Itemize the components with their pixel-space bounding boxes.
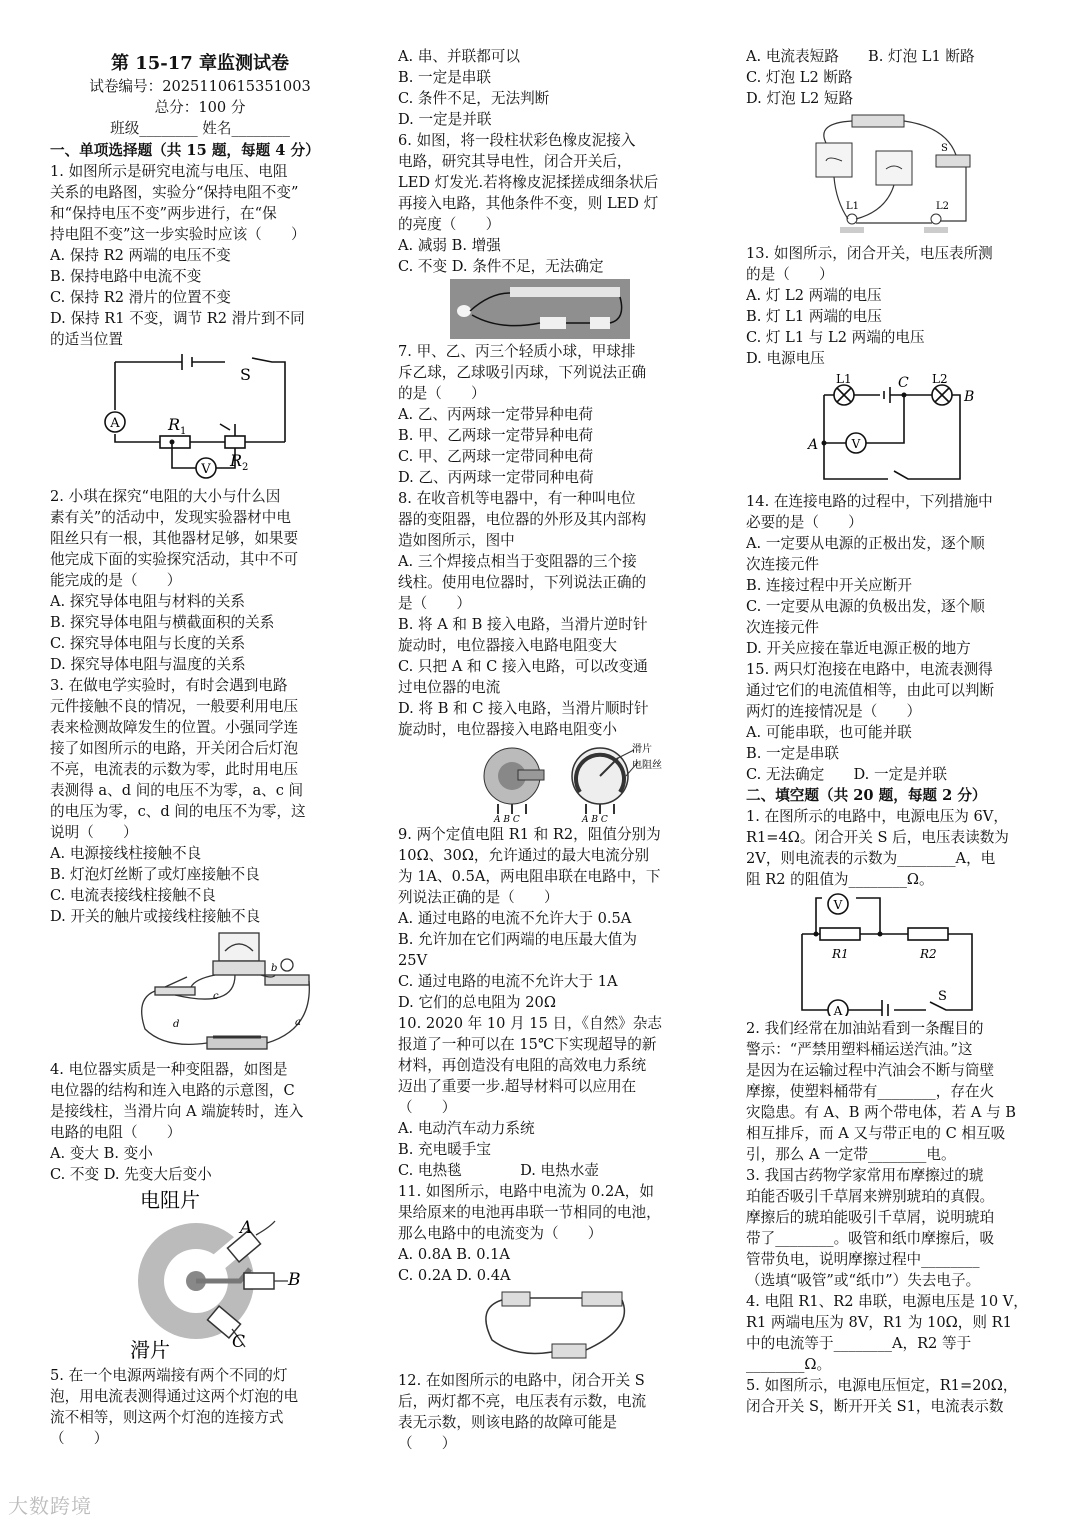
question-line: 12. 在如图所示的电路中，闭合开关 S bbox=[398, 1372, 645, 1389]
question-line: 9. 两个定值电阻 R1 和 R2，阻值分别为 bbox=[398, 826, 661, 843]
question-line: 次连接元件 bbox=[746, 556, 819, 573]
question-line: 次连接元件 bbox=[746, 619, 819, 636]
question-line: C. 0.2A D. 0.4A bbox=[398, 1267, 511, 1284]
svg-text:S: S bbox=[938, 989, 947, 1004]
question-line: A. 三个焊接点相当于变阻器的三个接 bbox=[398, 553, 637, 570]
q6-playdough-circuit-photo bbox=[450, 279, 630, 339]
question-line: 关系的电路图，实验分“保持电阻不变” bbox=[50, 184, 299, 201]
question-line: 2. 小琪在探究“电阻的大小与什么因 bbox=[50, 488, 281, 505]
question-line: 是因为在运输过程中汽油会不断与筒壁 bbox=[746, 1062, 995, 1079]
question-line: 8. 在收音机等电器中，有一种叫电位 bbox=[398, 490, 636, 507]
question-line: 灾隐患。有 A、B 两个带电体，若 A 与 B bbox=[746, 1104, 1017, 1121]
question-line: 1. 在图所示的电路中，电源电压为 6V， bbox=[746, 808, 1008, 825]
svg-text:V: V bbox=[851, 437, 861, 451]
question-line: 14. 在连接电路的过程中，下列措施中 bbox=[746, 493, 993, 510]
question-line: 线柱。使用电位器时，下列说法正确的 bbox=[398, 574, 647, 591]
svg-text:V: V bbox=[833, 898, 843, 912]
question-line: 引，那么 A 一定带________电。 bbox=[746, 1146, 956, 1163]
question-line: C. 灯泡 L2 断路 bbox=[746, 69, 853, 86]
question-line: A. 电动汽车动力系统 bbox=[398, 1120, 535, 1137]
question-line: 警示：“严禁用塑料桶运送汽油。”这 bbox=[746, 1041, 973, 1058]
question-line: 必要的是（ ） bbox=[746, 514, 863, 531]
svg-text:滑片: 滑片 bbox=[130, 1340, 170, 1362]
question-line: 的是（ ） bbox=[746, 266, 834, 283]
question-line: B. 连接过程中开关应断开 bbox=[746, 577, 912, 594]
question-line: 素有关”的活动中，发现实验器材中电 bbox=[50, 509, 291, 526]
question-line: A. 通过电路的电流不允许大于 0.5A bbox=[398, 910, 632, 927]
question-line: 的是（ ） bbox=[398, 385, 486, 402]
question-line: C. 电流表接线柱接触不良 bbox=[50, 887, 216, 904]
question-line: 表测得 a、d 间的电压不为零，a、c 间 bbox=[50, 782, 304, 799]
question-line: A. 电源接线柱接触不良 bbox=[50, 845, 202, 862]
question-line: 说明（ ） bbox=[50, 824, 138, 841]
question-line: C. 灯 L1 与 L2 两端的电压 bbox=[746, 329, 925, 346]
question-line: 4. 电位器实质是一种变阻器，如图是 bbox=[50, 1061, 288, 1078]
question-line: 能完成的是（ ） bbox=[50, 572, 182, 589]
question-line: 为 1A、0.5A，两电阻串联在电路中，下 bbox=[398, 868, 661, 885]
question-line: 10. 2020 年 10 月 15 日，《自然》杂志 bbox=[398, 1015, 662, 1032]
question-line: B. 充电暖手宝 bbox=[398, 1141, 491, 1158]
question-line: A. 探究导体电阻与材料的关系 bbox=[50, 593, 245, 610]
question-line: C. 甲、乙两球一定带同种电荷 bbox=[398, 448, 594, 465]
svg-text:A: A bbox=[833, 1004, 843, 1016]
question-line: 阻丝只有一根，其他器材足够，如果要 bbox=[50, 530, 299, 547]
question-line: D. 乙、丙两球一定带同种电荷 bbox=[398, 469, 594, 486]
question-line: 旋动时，电位器接入电路电阻变小 bbox=[398, 721, 617, 738]
question-line: D. 开关应接在靠近电源正极的地方 bbox=[746, 640, 971, 657]
question-line: 过电位器的电流 bbox=[398, 679, 501, 696]
column-2 bbox=[398, 46, 692, 1454]
svg-text:电阻丝: 电阻丝 bbox=[632, 760, 662, 771]
question-line: 5. 如图所示，电源电压恒定，R1=20Ω， bbox=[746, 1377, 1018, 1394]
question-line: 的适当位置 bbox=[50, 331, 123, 348]
question-line: 两灯的连接情况是（ ） bbox=[746, 703, 922, 720]
question-line: B. 探究导体电阻与横截面积的关系 bbox=[50, 614, 275, 631]
q4-potentiometer-diagram bbox=[110, 1187, 310, 1363]
question-line: B. 将 A 和 B 接入电路，当滑片逆时针 bbox=[398, 616, 648, 633]
question-line: A. 串、并联都可以 bbox=[398, 48, 520, 65]
svg-text:滑片: 滑片 bbox=[632, 744, 652, 755]
question-line: A. 可能串联，也可能并联 bbox=[746, 724, 912, 741]
question-line: 接了如图所示的电路，开关闭合后灯泡 bbox=[50, 740, 299, 757]
question-line: 不亮，电流表的示数为零，此时用电压 bbox=[50, 761, 299, 778]
question-line: ________Ω。 bbox=[746, 1356, 832, 1373]
question-line: 珀能否吸引千草屑来辨别琥珀的真假。 bbox=[746, 1188, 995, 1205]
question-line: 列说法正确的是（ ） bbox=[398, 889, 559, 906]
watermark-logo: 大数跨境 bbox=[8, 1494, 92, 1518]
question-line: D. 一定是并联 bbox=[398, 111, 492, 128]
question-line: 的亮度（ ） bbox=[398, 216, 501, 233]
svg-text:L1: L1 bbox=[836, 372, 852, 386]
question-line: 4. 电阻 R1、R2 串联，电源电压是 10 V， bbox=[746, 1293, 1028, 1310]
question-line: 中的电流等于________A，R2 等于 bbox=[746, 1335, 972, 1352]
question-line: C. 保持 R2 滑片的位置不变 bbox=[50, 289, 231, 306]
question-line: 6. 如图，将一段柱状彩色橡皮泥接入 bbox=[398, 132, 636, 149]
question-line: 11. 如图所示，电路中电流为 0.2A，如 bbox=[398, 1183, 654, 1200]
question-line: B. 一定是串联 bbox=[746, 745, 839, 762]
question-line: 后，两灯都不亮，电压表有示数，电流 bbox=[398, 1393, 647, 1410]
page-header bbox=[50, 52, 350, 139]
question-line: D. 开关的触片或接线柱接触不良 bbox=[50, 908, 261, 925]
question-line: 阻 R2 的阻值为________Ω。 bbox=[746, 871, 934, 888]
question-line: C. 只把 A 和 C 接入电路，可以改变通 bbox=[398, 658, 648, 675]
svg-text:S: S bbox=[941, 143, 948, 154]
question-line: 流不相等，则这两个灯泡的连接方式 bbox=[50, 1409, 284, 1426]
question-line: D. 它们的总电阻为 20Ω bbox=[398, 994, 556, 1011]
question-line: B. 灯泡灯丝断了或灯座接触不良 bbox=[50, 866, 260, 883]
q1-circuit-diagram bbox=[100, 352, 300, 484]
question-line: 材料，再创造没有电阻的高效电力系统 bbox=[398, 1057, 647, 1074]
question-line: 10Ω、30Ω，允许通过的最大电流分别 bbox=[398, 847, 650, 864]
question-line: C. 探究导体电阻与长度的关系 bbox=[50, 635, 246, 652]
question-line: 2. 我们经常在加油站看到一条醒目的 bbox=[746, 1020, 984, 1037]
question-line: C. 通过电路的电流不允许大于 1A bbox=[398, 973, 618, 990]
question-line: A. 0.8A B. 0.1A bbox=[398, 1246, 510, 1263]
question-line: 是（ ） bbox=[398, 595, 471, 612]
question-line: C. 一定要从电源的负极出发，逐个顺 bbox=[746, 598, 985, 615]
svg-text:L1: L1 bbox=[846, 201, 860, 212]
question-line: A. 一定要从电源的正极出发，逐个顺 bbox=[746, 535, 985, 552]
question-line: 闭合开关 S，断开开关 S1，电流表示数 bbox=[746, 1398, 1004, 1415]
question-line: 泡，用电流表测得通过这两个灯泡的电 bbox=[50, 1388, 299, 1405]
question-line: 25V bbox=[398, 952, 428, 969]
svg-text:R1: R1 bbox=[832, 947, 849, 961]
svg-text:A: A bbox=[240, 1218, 253, 1238]
question-line: 表来检测故障发生的位置。小强同学连 bbox=[50, 719, 299, 736]
question-line: 迈出了重要一步.超导材料可以应用在 bbox=[398, 1078, 637, 1095]
question-line: （选填“吸管”或“纸巾”）失去电子。 bbox=[746, 1272, 981, 1289]
question-line: B. 甲、乙两球一定带异种电荷 bbox=[398, 427, 594, 444]
question-line: 通过它们的电流值相等，由此可以判断 bbox=[746, 682, 995, 699]
question-line: B. 一定是串联 bbox=[398, 69, 491, 86]
question-line: 3. 在做电学实验时，有时会遇到电路 bbox=[50, 677, 288, 694]
svg-text:d: d bbox=[173, 1019, 180, 1030]
question-line: 13. 如图所示，闭合开关，电压表所测 bbox=[746, 245, 993, 262]
question-line: 摩擦后的琥珀能吸引千草屑，说明琥珀 bbox=[746, 1209, 995, 1226]
question-line: 果给原来的电池再串联一节相同的电池， bbox=[398, 1204, 661, 1221]
question-line: 报道了一种可以在 15℃下实现超导的新 bbox=[398, 1036, 657, 1053]
question-line: 那么电路中的电流变为（ ） bbox=[398, 1225, 603, 1242]
question-line: （ ） bbox=[50, 1430, 109, 1447]
svg-text:B: B bbox=[964, 389, 975, 405]
question-line: 表无示数，则该电路的故障可能是 bbox=[398, 1414, 617, 1431]
question-line: 电路，研究其导电性，闭合开关后， bbox=[398, 153, 632, 170]
question-line: 15. 两只灯泡接在电路中，电流表测得 bbox=[746, 661, 993, 678]
section-heading: 一、单项选择题（共 15 题，每题 4 分） bbox=[50, 142, 320, 159]
question-line: A. 减弱 B. 增强 bbox=[398, 237, 501, 254]
question-line: 再接入电路，其他条件不变，则 LED 灯 bbox=[398, 195, 659, 212]
question-line: 5. 在一个电源两端接有两个不同的灯 bbox=[50, 1367, 288, 1384]
question-line: B. 允许加在它们两端的电压最大值为 bbox=[398, 931, 637, 948]
question-line: D. 将 B 和 C 接入电路，当滑片顺时针 bbox=[398, 700, 649, 717]
total-score: 总分：100 分 bbox=[154, 99, 246, 116]
svg-text:2: 2 bbox=[242, 462, 249, 473]
question-line: R1=4Ω。闭合开关 S 后，电压表读数为 bbox=[746, 829, 1009, 846]
question-line: 2V，则电流表的示数为________A，电 bbox=[746, 850, 996, 867]
question-line: （ ） bbox=[398, 1435, 457, 1452]
svg-text:C: C bbox=[898, 375, 909, 391]
question-line: D. 保持 R1 不变，调节 R2 滑片到不同 bbox=[50, 310, 305, 327]
column-1 bbox=[50, 140, 350, 1449]
question-line: C. 不变 D. 先变大后变小 bbox=[50, 1166, 212, 1183]
svg-text:V: V bbox=[201, 462, 211, 477]
svg-text:A: A bbox=[110, 416, 120, 431]
svg-text:c: c bbox=[213, 991, 219, 1002]
question-line: 是接线柱，当滑片向 A 端旋转时，连入 bbox=[50, 1103, 304, 1120]
svg-text:A: A bbox=[808, 437, 819, 453]
question-line: 相互排斥，而 A 又与带正电的 C 相互吸 bbox=[746, 1125, 1006, 1142]
question-line: 持电阻不变”这一步实验时应该（ ） bbox=[50, 226, 306, 243]
question-line: R1 两端电压为 8V，R1 为 10Ω，则 R1 bbox=[746, 1314, 1012, 1331]
question-line: 造如图所示，图中 bbox=[398, 532, 515, 549]
svg-text:C: C bbox=[232, 1332, 246, 1352]
question-line: 电位器的结构和连入电路的示意图，C bbox=[50, 1082, 295, 1099]
question-line: 元件接触不良的情况，一般要利用电压 bbox=[50, 698, 299, 715]
svg-text:R: R bbox=[168, 415, 181, 434]
svg-text:b: b bbox=[271, 963, 278, 974]
svg-text:S: S bbox=[240, 365, 251, 384]
question-line: 器的变阻器，电位器的外形及其内部构 bbox=[398, 511, 647, 528]
question-line: 7. 甲、乙、丙三个轻质小球，甲球排 bbox=[398, 343, 636, 360]
paper-number: 试卷编号：2025110615351003 bbox=[89, 78, 311, 95]
svg-text:L2: L2 bbox=[936, 201, 950, 212]
fill1-circuit-diagram bbox=[796, 892, 986, 1016]
question-line: A. 保持 R2 两端的电压不变 bbox=[50, 247, 231, 264]
question-line: D. 探究导体电阻与温度的关系 bbox=[50, 656, 246, 673]
question-line: A. 变大 B. 变小 bbox=[50, 1145, 153, 1162]
q11-circuit-photo bbox=[446, 1288, 636, 1368]
question-line: B. 保持电路中电流不变 bbox=[50, 268, 202, 285]
question-line: A. 电流表短路 B. 灯泡 L1 断路 bbox=[746, 48, 975, 65]
svg-text:B: B bbox=[288, 1270, 301, 1290]
svg-text:1: 1 bbox=[180, 426, 187, 437]
svg-text:A B C: A B C bbox=[582, 815, 608, 822]
question-line: 摩擦，使塑料桶带有________，存在火 bbox=[746, 1083, 995, 1100]
question-line: C. 条件不足，无法判断 bbox=[398, 90, 550, 107]
question-line: B. 灯 L1 两端的电压 bbox=[746, 308, 882, 325]
question-line: （ ） bbox=[398, 1099, 457, 1116]
q8-potentiometer-photo bbox=[468, 742, 668, 822]
svg-text:A B C: A B C bbox=[494, 815, 520, 822]
question-line: 和“保持电压不变”两步进行，在“保 bbox=[50, 205, 277, 222]
question-line: 3. 我国古药物学家常用布摩擦过的琥 bbox=[746, 1167, 984, 1184]
question-line: A. 乙、丙两球一定带异种电荷 bbox=[398, 406, 593, 423]
question-line: 电路的电阻（ ） bbox=[50, 1124, 182, 1141]
page-title: 第 15-17 章监测试卷 bbox=[110, 53, 290, 74]
question-line: 的电压为零，c、d 间的电压不为零，这 bbox=[50, 803, 306, 820]
svg-text:a: a bbox=[295, 1017, 301, 1028]
svg-text:R: R bbox=[230, 451, 243, 470]
question-line: 旋动时，电位器接入电路电阻变大 bbox=[398, 637, 617, 654]
q12-circuit-photo bbox=[796, 111, 986, 241]
question-line: 他完成下面的实验探究活动，其中不可 bbox=[50, 551, 299, 568]
svg-text:R2: R2 bbox=[920, 947, 937, 961]
question-line: A. 灯 L2 两端的电压 bbox=[746, 287, 882, 304]
svg-text:L2: L2 bbox=[932, 372, 948, 386]
question-line: 1. 如图所示是研究电流与电压、电阻 bbox=[50, 163, 288, 180]
q3-circuit-photo bbox=[95, 929, 315, 1057]
question-line: C. 无法确定 D. 一定是并联 bbox=[746, 766, 947, 783]
class-name-row: 班级________ 姓名________ bbox=[110, 120, 290, 137]
question-line: 带了________。吸管和纸巾摩擦后，吸 bbox=[746, 1230, 995, 1247]
question-line: 斥乙球，乙球吸引丙球，下列说法正确 bbox=[398, 364, 647, 381]
question-line: 管带负电，说明摩擦过程中________ bbox=[746, 1251, 980, 1268]
section-heading: 二、填空题（共 20 题，每题 2 分） bbox=[746, 787, 987, 804]
svg-text:电阻片: 电阻片 bbox=[140, 1190, 200, 1212]
question-line: LED 灯发光.若将橡皮泥揉搓成细条状后 bbox=[398, 174, 659, 191]
column-3 bbox=[746, 46, 1042, 1417]
question-line: D. 电源电压 bbox=[746, 350, 825, 367]
q13-circuit-diagram bbox=[804, 371, 984, 489]
question-line: C. 不变 D. 条件不足，无法确定 bbox=[398, 258, 604, 275]
question-line: D. 灯泡 L2 短路 bbox=[746, 90, 854, 107]
question-line: C. 电热毯 D. 电热水壶 bbox=[398, 1162, 599, 1179]
